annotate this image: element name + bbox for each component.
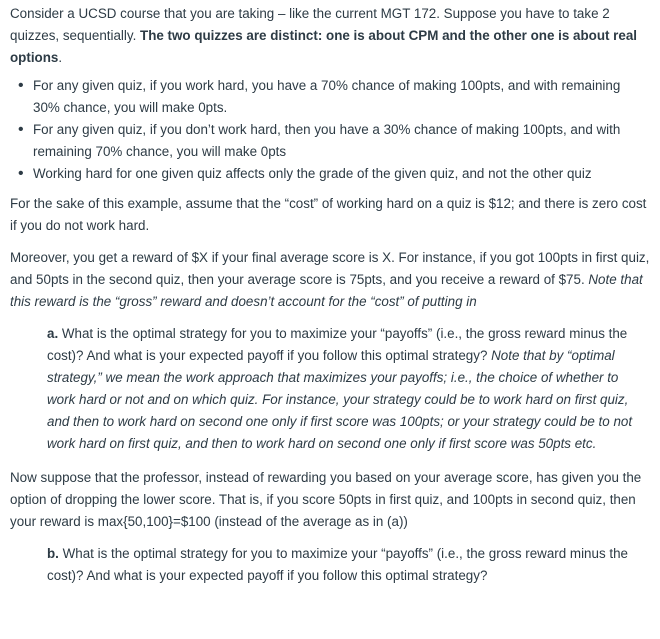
list-item: • For any given quiz, if you don’t work hard, then you have a 30% chance of making 100pts, and with remaining 70% chance, you will make 0pts	[32, 119, 650, 163]
question-a-label: a.	[47, 326, 59, 341]
cost-paragraph: For the sake of this example, assume that the “cost” of working hard on a quiz is $12; and there is zero cost if you do not work hard.	[10, 196, 647, 233]
reward-note: Note that this reward is the “gross” reward and doesn’t account for the “cost” of putting in	[10, 272, 643, 309]
question-b-text: What is the optimal strategy for you to maximize your “payoffs” (i.e., the gross reward minus the cost)? And what is your expected payoff if you follow this optimal strategy?	[47, 546, 628, 583]
reward-paragraph	[10, 247, 650, 313]
intro-bold-text: The two quizzes are distinct: one is about CPM and the other one is about real options	[10, 28, 638, 65]
list-item: • Working hard for one given quiz affects only the grade of the given quiz, and not the other quiz	[32, 163, 650, 185]
drop-score-paragraph: Now suppose that the professor, instead of rewarding you based on your average score, has given you the option of dropping the lower score. That is, if you score 50pts in first quiz, and 100pts in second quiz, then your reward is max{50,100}=$100 (instead of the average as in (a))	[10, 470, 642, 529]
question-a-note: Note that by “optimal strategy,” we mean the work approach that maximizes your payoffs; i.e., the choice of whether to work hard or not and on which quiz. For instance, your strategy could be to work hard on first quiz, and then to work hard on second one only if first score was 100pts; or your strategy could be to not work hard on first quiz, and then to work hard on second one only if first score was 50pts etc.	[47, 348, 633, 451]
question-b	[47, 543, 650, 587]
intro-end: .	[58, 50, 63, 65]
assumption-list	[10, 75, 650, 185]
list-item: • For any given quiz, if you work hard, you have a 70% chance of making 100pts, and with remaining 30% chance, you will make 0pts.	[32, 75, 650, 119]
question-b-label: b.	[47, 546, 59, 561]
question-a-text: What is the optimal strategy for you to maximize your “payoffs” (i.e., the gross reward minus the cost)? And what is your expected payoff if you follow this optimal strategy?	[47, 326, 628, 363]
question-a	[47, 323, 650, 455]
intro-paragraph	[10, 3, 650, 69]
reward-text: Moreover, you get a reward of $X if your final average score is X. For instance, if you got 100pts in first quiz, and 50pts in the second quiz, then your average score is 75pts, and you receive a reward of $75.	[10, 250, 650, 287]
intro-text: Consider a UCSD course that you are taking – like the current MGT 172. Suppose you have to take 2 quizzes, sequentially.	[10, 6, 610, 43]
